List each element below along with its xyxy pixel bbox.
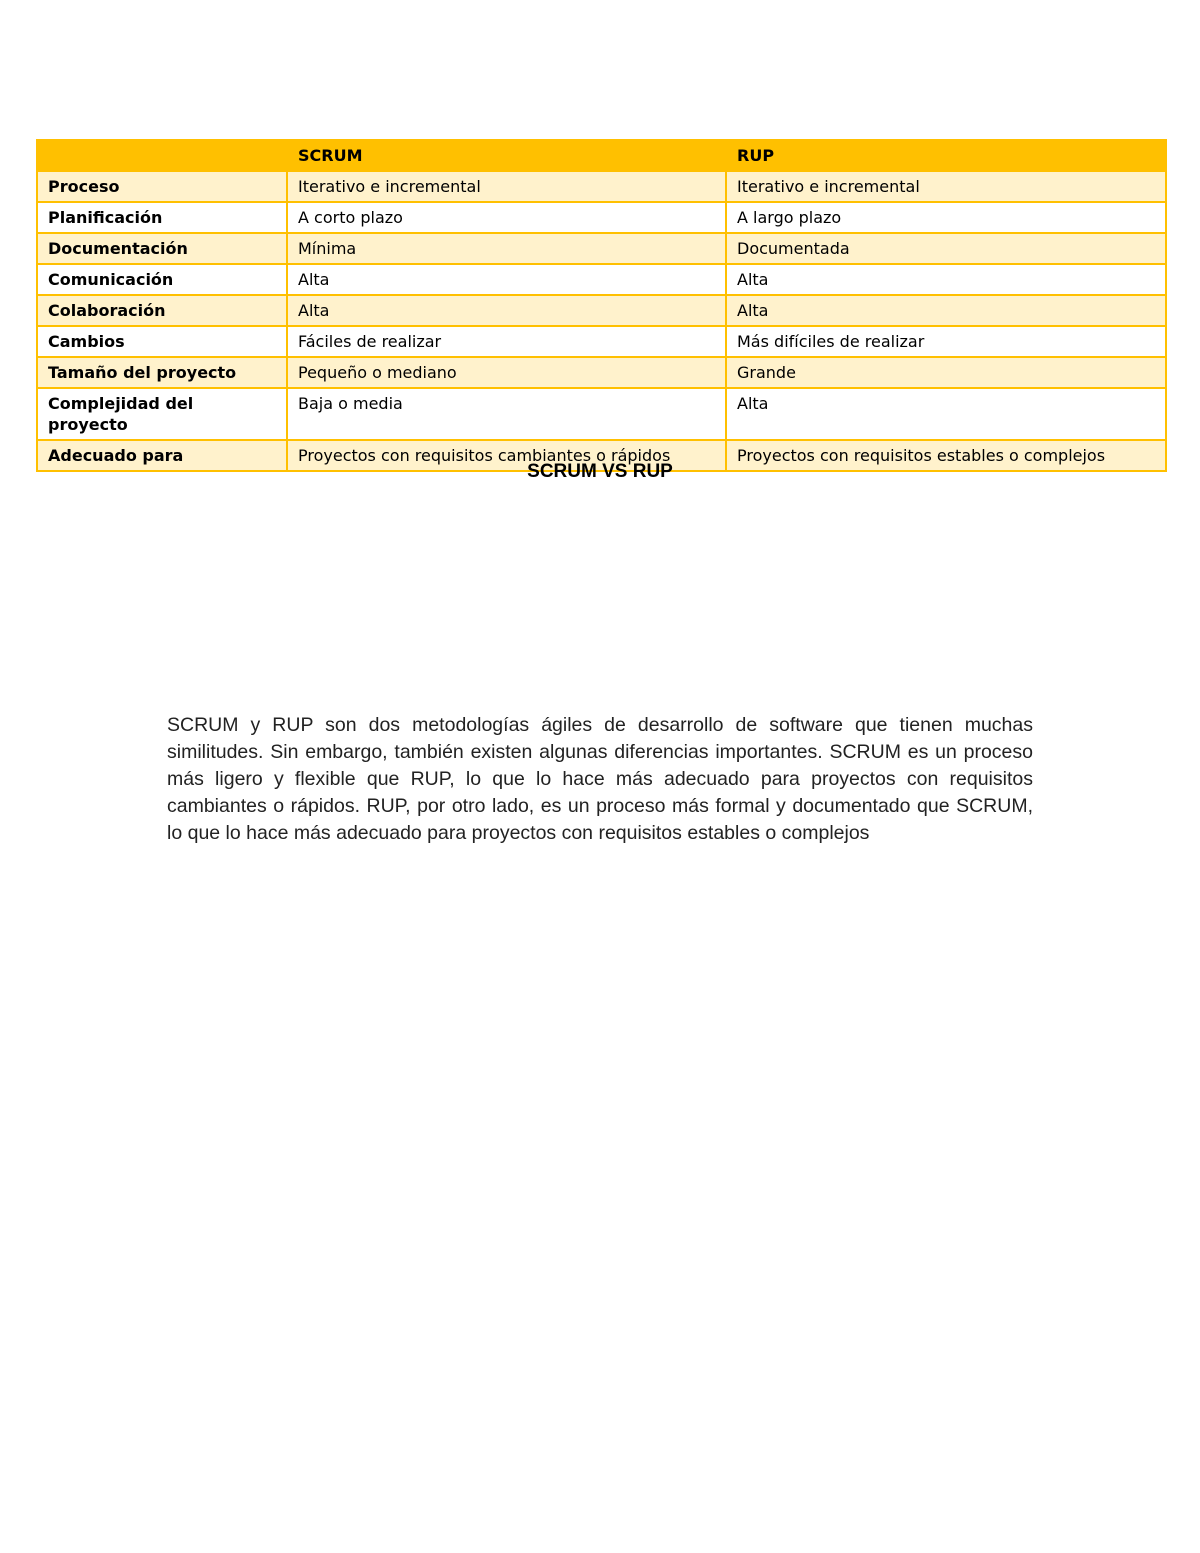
header-empty-cell [37, 140, 287, 171]
table-row [37, 264, 1166, 295]
row-label: Documentación [37, 233, 287, 264]
row-label: Planificación [37, 202, 287, 233]
scrum-cell: A corto plazo [287, 202, 726, 233]
scrum-cell: Baja o media [287, 388, 726, 440]
table-row [37, 202, 1166, 233]
row-label: Comunicación [37, 264, 287, 295]
comparison-table [36, 139, 1167, 472]
row-label: Proceso [37, 171, 287, 202]
scrum-cell: Mínima [287, 233, 726, 264]
rup-cell: Más difíciles de realizar [726, 326, 1166, 357]
table-row [37, 326, 1166, 357]
table-row [37, 295, 1166, 326]
scrum-cell: Alta [287, 295, 726, 326]
rup-cell: Grande [726, 357, 1166, 388]
table-caption: SCRUM VS RUP [527, 461, 673, 482]
table-row [37, 171, 1166, 202]
rup-cell: Alta [726, 295, 1166, 326]
row-label: Adecuado para [37, 440, 287, 471]
rup-cell: Documentada [726, 233, 1166, 264]
rup-cell: Proyectos con requisitos estables o complejos [726, 440, 1166, 471]
rup-cell: A largo plazo [726, 202, 1166, 233]
scrum-cell: Alta [287, 264, 726, 295]
scrum-cell: Fáciles de realizar [287, 326, 726, 357]
table-row [37, 388, 1166, 440]
header-rup: RUP [726, 140, 1166, 171]
body-paragraph: SCRUM y RUP son dos metodologías ágiles de desarrollo de software que tienen muchas similitudes. Sin embargo, también existen algunas diferencias importantes. SCRUM es un proceso más ligero y flexible que RUP, lo que lo hace más adecuado para proyectos con requisitos cambiantes o rápidos. RUP, por otro lado, es un proceso más formal y documentado que SCRUM, lo que lo hace más adecuado para proyectos con requisitos estables o complejos [167, 714, 1033, 844]
scrum-cell: Pequeño o mediano [287, 357, 726, 388]
header-scrum: SCRUM [287, 140, 726, 171]
rup-cell: Alta [726, 388, 1166, 440]
scrum-cell: Proyectos con requisitos cambiantes o rápidos [287, 440, 726, 471]
row-label: Complejidad del proyecto [37, 388, 287, 440]
rup-cell: Alta [726, 264, 1166, 295]
row-label: Cambios [37, 326, 287, 357]
rup-cell: Iterativo e incremental [726, 171, 1166, 202]
scrum-cell: Iterativo e incremental [287, 171, 726, 202]
table-header-row [37, 140, 1166, 171]
row-label: Tamaño del proyecto [37, 357, 287, 388]
row-label: Colaboración [37, 295, 287, 326]
table-row [37, 233, 1166, 264]
table-row [37, 357, 1166, 388]
